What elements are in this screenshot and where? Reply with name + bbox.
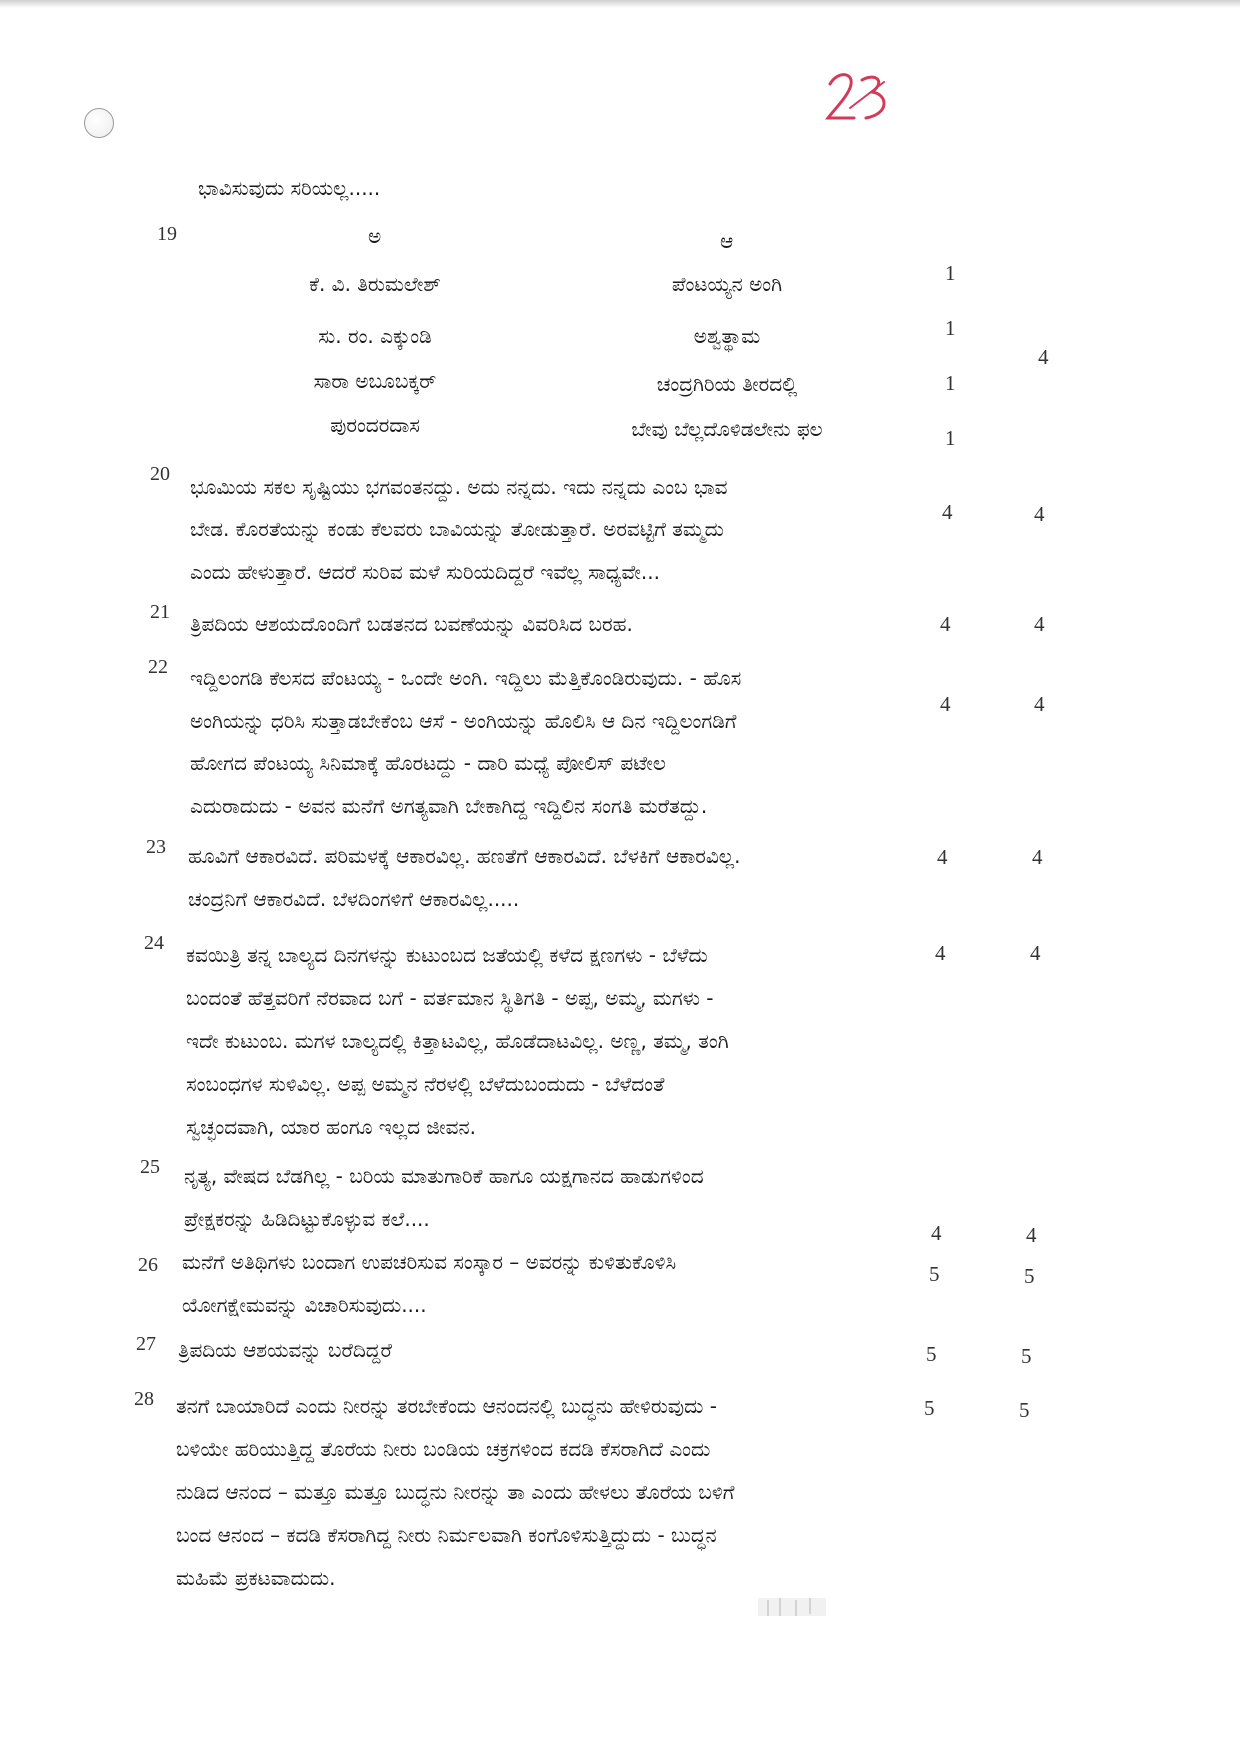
answer-line: ಬಳಿಯೇ ಹರಿಯುತ್ತಿದ್ದ ತೊರೆಯ ನೀರು ಬಂಡಿಯ ಚಕ್ರಗಳಿಂದ ಕದಡಿ ಕೆಸರಾಗಿದೆ ಎಂದು (176, 1437, 711, 1461)
answer-line: ತನಗೆ ಬಾಯಾರಿದೆ ಎಂದು ನೀರನ್ನು ತರಬೇಕೆಂದು ಆನಂದನಲ್ಲಿ ಬುದ್ಧನು ಹೇಳಿರುವುದು - (176, 1394, 717, 1418)
answer-line: ಸಂಬಂಧಗಳ ಸುಳಿವಿಲ್ಲ. ಅಪ್ಪ ಅಮ್ಮನ ನೆರಳಲ್ಲಿ ಬೆಳೆದುಬಂದುದು - ಬೆಳೆದಂತೆ (186, 1072, 665, 1096)
answer-line: ಹೋಗದ ಪೆಂಟಯ್ಯ ಸಿನಿಮಾಕ್ಕೆ ಹೊರಟದ್ದು - ದಾರಿ ಮಧ್ಯೆ ಪೋಲಿಸ್ ಪಟೇಲ (190, 751, 666, 775)
answer-line: ಎದುರಾದುದು - ಅವನ ಮನೆಗೆ ಅಗತ್ಯವಾಗಿ ಬೇಕಾಗಿದ್ದ ಇದ್ದಿಲಿನ ಸಂಗತಿ ಮರೆತದ್ದು. (190, 794, 708, 818)
question-number: 28 (134, 1388, 154, 1410)
answer-line: ಬೇಡ. ಕೊರತೆಯನ್ನು ಕಂಡು ಕೆಲವರು ಬಾವಿಯನ್ನು ತೋಡುತ್ತಾರೆ. ಅರವಟ್ಟಿಗೆ ತಮ್ಮದು (190, 517, 724, 541)
column-b-header: ಆ (720, 229, 734, 253)
match-a-item: ಪುರಂದರದಾಸ (330, 413, 420, 437)
answer-line: ಭೂಮಿಯ ಸಕಲ ಸೃಷ್ಟಿಯು ಭಗವಂತನದ್ದು. ಅದು ನನ್ನದು. ಇದು ನನ್ನದು ಎಂಬ ಭಾವ (190, 475, 728, 499)
handwritten-page-number-drawing (820, 68, 910, 138)
answer-line: ತ್ರಿಪದಿಯ ಆಶಯದೊಂದಿಗೆ ಬಡತನದ ಬವಣೆಯನ್ನು ವಿವರಿಸಿದ ಬರಹ. (190, 612, 633, 636)
mark-a: 4 (937, 845, 948, 869)
answer-line: ನೃತ್ಯ, ವೇಷದ ಬೆಡಗಿಲ್ಲ - ಬರಿಯ ಮಾತುಗಾರಿಕೆ ಹಾಗೂ ಯಕ್ಷಗಾನದ ಹಾಡುಗಳಿಂದ (184, 1164, 704, 1188)
mark-b: 4 (1034, 692, 1045, 716)
answer-line: ತ್ರಿಪದಿಯ ಆಶಯವನ್ನು ಬರೆದಿದ್ದರೆ (178, 1338, 392, 1362)
punch-hole (84, 108, 114, 138)
answer-line: ಮಹಿಮೆ ಪ್ರಕಟವಾದುದು. (176, 1566, 336, 1590)
question-number: 25 (140, 1156, 160, 1178)
match-a-item: ಸು. ರಂ. ಎಕ್ಕುಂಡಿ (318, 324, 432, 348)
mark-a: 4 (940, 692, 951, 716)
answer-line: ಚಂದ್ರನಿಗೆ ಆಕಾರವಿದೆ. ಬೆಳದಿಂಗಳಿಗೆ ಆಕಾರವಿಲ್ಲ..... (188, 887, 520, 911)
mark-b: 5 (1021, 1344, 1032, 1368)
answer-line: ಕವಯಿತ್ರಿ ತನ್ನ ಬಾಲ್ಯದ ದಿನಗಳನ್ನು ಕುಟುಂಬದ ಜತೆಯಲ್ಲಿ ಕಳೆದ ಕ್ಷಣಗಳು - ಬೆಳೆದು (186, 943, 708, 967)
question-number: 21 (150, 601, 170, 623)
mark-a: 4 (935, 941, 946, 965)
scan-edge (0, 0, 1240, 8)
mark-b: 4 (1034, 612, 1045, 636)
answer-line: ಸ್ವಚ್ಛಂದವಾಗಿ, ಯಾರ ಹಂಗೂ ಇಲ್ಲದ ಜೀವನ. (186, 1115, 476, 1139)
question-number: 23 (146, 836, 166, 858)
match-b-item: ಪೆಂಟಯ್ಯನ ಅಂಗಿ (671, 272, 783, 296)
question-number: 26 (138, 1254, 158, 1276)
mark-a: 5 (926, 1342, 937, 1366)
mark-b: 5 (1024, 1264, 1035, 1288)
answer-line: ಮನೆಗೆ ಅತಿಥಿಗಳು ಬಂದಾಗ ಉಪಚರಿಸುವ ಸಂಸ್ಕಾರ – ಅವರನ್ನು ಕುಳಿತುಕೊಳಿಸಿ (182, 1250, 677, 1274)
column-a-header: ಅ (368, 224, 382, 248)
question-number: 22 (148, 656, 168, 678)
answer-line: ಇದ್ದಿಲಂಗಡಿ ಕೆಲಸದ ಪೆಂಟಯ್ಯ - ಒಂದೇ ಅಂಗಿ. ಇದ್ದಿಲು ಮೆತ್ತಿಕೊಂಡಿರುವುದು. - ಹೊಸ (190, 666, 742, 690)
mark-a: 4 (931, 1221, 942, 1245)
mark-a: 5 (929, 1262, 940, 1286)
match-mark: 1 (945, 426, 956, 450)
answer-line: ಹೂವಿಗೆ ಆಕಾರವಿದೆ. ಪರಿಮಳಕ್ಕೆ ಆಕಾರವಿಲ್ಲ. ಹಣತೆಗೆ ಆಕಾರವಿದೆ. ಬೆಳಕಿಗೆ ಆಕಾರವಿಲ್ಲ. (188, 844, 741, 868)
answer-line: ಎಂದು ಹೇಳುತ್ತಾರೆ. ಆದರೆ ಸುರಿವ ಮಳೆ ಸುರಿಯದಿದ್ದರೆ ಇವೆಲ್ಲ ಸಾಧ್ಯವೇ... (190, 560, 660, 584)
question-number: 24 (144, 932, 164, 954)
question-number: 19 (157, 223, 177, 245)
match-mark: 1 (945, 371, 956, 395)
match-a-item: ಕೆ. ವಿ. ತಿರುಮಲೇಶ್ (309, 272, 441, 296)
mark-a: 4 (942, 500, 953, 524)
question-number: 27 (136, 1333, 156, 1355)
answer-line: ಪ್ರೇಕ್ಷಕರನ್ನು ಹಿಡಿದಿಟ್ಟುಕೊಳ್ಳುವ ಕಲೆ.... (184, 1207, 430, 1231)
question-number: 20 (150, 463, 170, 485)
match-b-item: ಚಂದ್ರಗಿರಿಯ ತೀರದಲ್ಲಿ (656, 372, 798, 396)
answer-line: ಬಂದ ಆನಂದ – ಕದಡಿ ಕೆಸರಾಗಿದ್ದ ನೀರು ನಿರ್ಮಲವಾಗಿ ಕಂಗೊಳಿಸುತ್ತಿದ್ದುದು - ಬುದ್ಧನ (176, 1523, 717, 1547)
handwritten-page-number (820, 68, 910, 138)
mark-b: 4 (1032, 845, 1043, 869)
answer-line: ನುಡಿದ ಆನಂದ – ಮತ್ತೂ ಮತ್ತೂ ಬುದ್ಧನು ನೀರನ್ನು ತಾ ಎಂದು ಹೇಳಲು ತೊರೆಯ ಬಳಿಗೆ (176, 1480, 735, 1504)
match-b-item: ಬೇವು ಬೆಲ್ಲದೊಳಿಡಲೇನು ಫಲ (631, 417, 823, 441)
match-b-item: ಅಶ್ವತ್ಥಾಮ (693, 324, 761, 348)
match-a-item: ಸಾರಾ ಅಬೂಬಕ್ಕರ್ (313, 369, 437, 393)
answer-line: ಅಂಗಿಯನ್ನು ಧರಿಸಿ ಸುತ್ತಾಡಬೇಕೆಂಬ ಆಸೆ - ಅಂಗಿಯನ್ನು ಹೊಲಿಸಿ ಆ ದಿನ ಇದ್ದಿಲಂಗಡಿಗೆ (190, 709, 737, 733)
match-mark: 1 (945, 316, 956, 340)
answer-line: ಇದೇ ಕುಟುಂಬ. ಮಗಳ ಬಾಲ್ಯದಲ್ಲಿ ಕಿತ್ತಾಟವಿಲ್ಲ, ಹೊಡೆದಾಟವಿಲ್ಲ. ಅಣ್ಣ, ತಮ್ಮ, ತಂಗಿ (186, 1029, 729, 1053)
mark-a: 5 (924, 1396, 935, 1420)
scan-smudge-drawing (752, 1592, 832, 1622)
scan-smudge (752, 1592, 832, 1622)
intro-line: ಭಾವಿಸುವುದು ಸರಿಯಲ್ಲ..... (198, 176, 381, 200)
answer-line: ಯೋಗಕ್ಷೇಮವನ್ನು ವಿಚಾರಿಸುವುದು.... (182, 1293, 427, 1317)
match-total-mark: 4 (1038, 345, 1049, 369)
match-mark: 1 (945, 261, 956, 285)
mark-b: 4 (1034, 502, 1045, 526)
mark-b: 4 (1026, 1223, 1037, 1247)
answer-line: ಬಂದಂತೆ ಹೆತ್ತವರಿಗೆ ನೆರವಾದ ಬಗೆ - ವರ್ತಮಾನ ಸ್ಥಿತಿಗತಿ - ಅಪ್ಪ, ಅಮ್ಮ, ಮಗಳು - (186, 986, 714, 1010)
mark-b: 5 (1019, 1398, 1030, 1422)
mark-b: 4 (1030, 941, 1041, 965)
mark-a: 4 (940, 612, 951, 636)
